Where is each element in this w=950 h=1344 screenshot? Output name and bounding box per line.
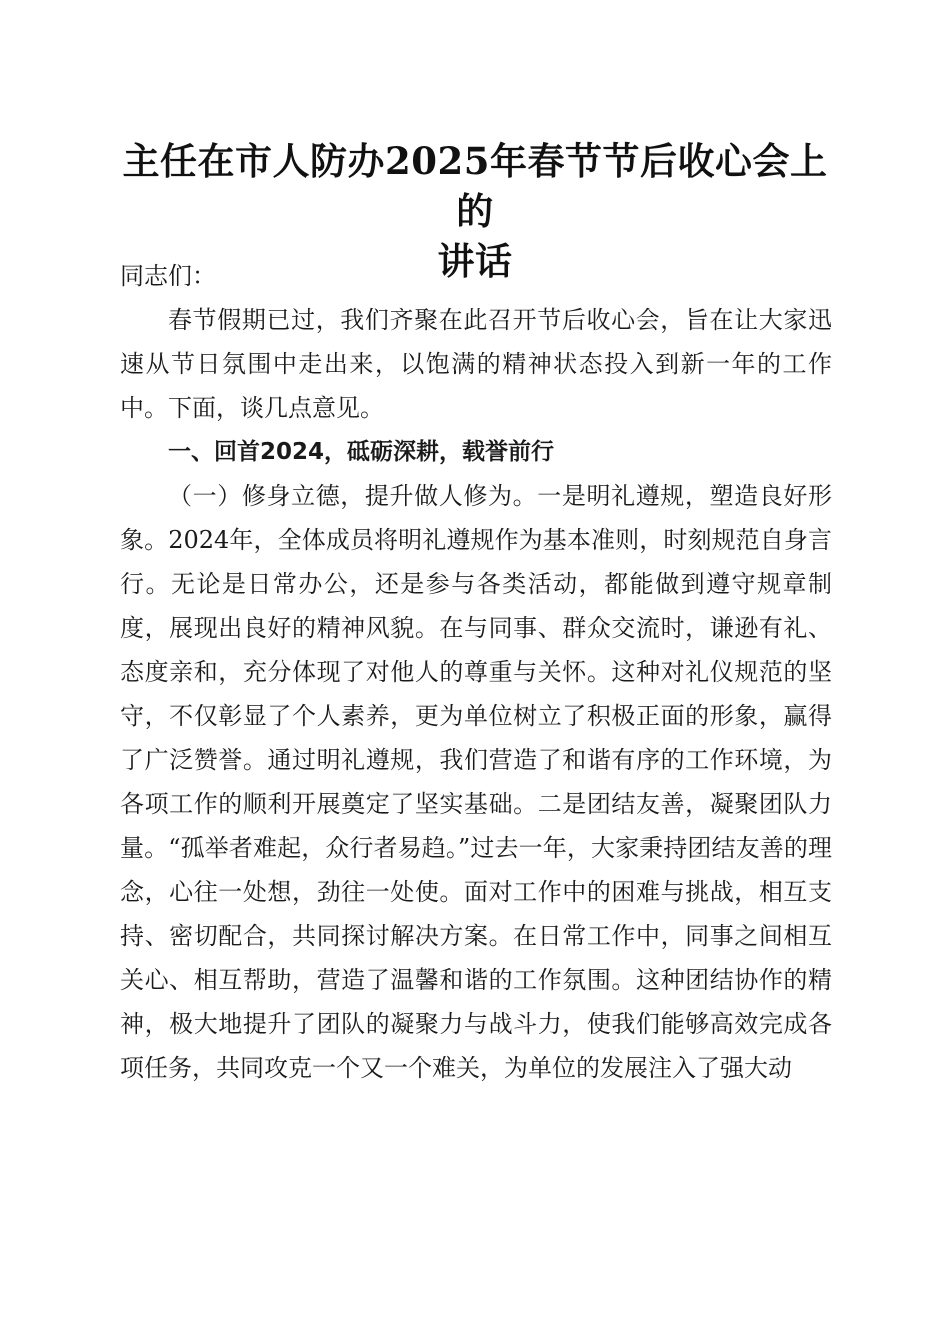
section-1-heading: 一、回首2024，砥砺深耕，载誉前行 bbox=[168, 439, 555, 465]
title-line-1: 主任在市人防办2025年春节节后收心会上的 bbox=[122, 139, 828, 233]
document-body bbox=[120, 254, 832, 1090]
salutation: 同志们： bbox=[120, 262, 216, 290]
section-1-paragraph-1: （一）修身立德，提升做人修为。一是明礼遵规，塑造良好形象。2024年，全体成员将明礼遵规作为基本准则，时刻规范自身言行。无论是日常办公，还是参与各类活动，都能做到遵守规章制度，展现出良好的精神风貌。在与同事、群众交流时，谦逊有礼、态度亲和，充分体现了对他人的尊重与关怀。这种对礼仪规范的坚守，不仅彰显了个人素养，更为单位树立了积极正面的形象，赢得了广泛赞誉。通过明礼遵规，我们营造了和谐有序的工作环境，为各项工作的顺利开展奠定了坚实基础。二是团结友善，凝聚团队力量。“孤举者难起，众行者易趋。”过去一年，大家秉持团结友善的理念，心往一处想，劲往一处使。面对工作中的困难与挑战，相互支持、密切配合，共同探讨解决方案。在日常工作中，同事之间相互关心、相互帮助，营造了温馨和谐的工作氛围。这种团结协作的精神，极大地提升了团队的凝聚力与战斗力，使我们能够高效完成各项任务，共同攻克一个又一个难关，为单位的发展注入了强大动 bbox=[120, 482, 832, 1082]
title-line-2: 讲话 bbox=[437, 239, 513, 283]
intro-paragraph: 春节假期已过，我们齐聚在此召开节后收心会，旨在让大家迅速从节日氛围中走出来，以饱满的精神状态投入到新一年的工作中。下面，谈几点意见。 bbox=[120, 306, 832, 422]
